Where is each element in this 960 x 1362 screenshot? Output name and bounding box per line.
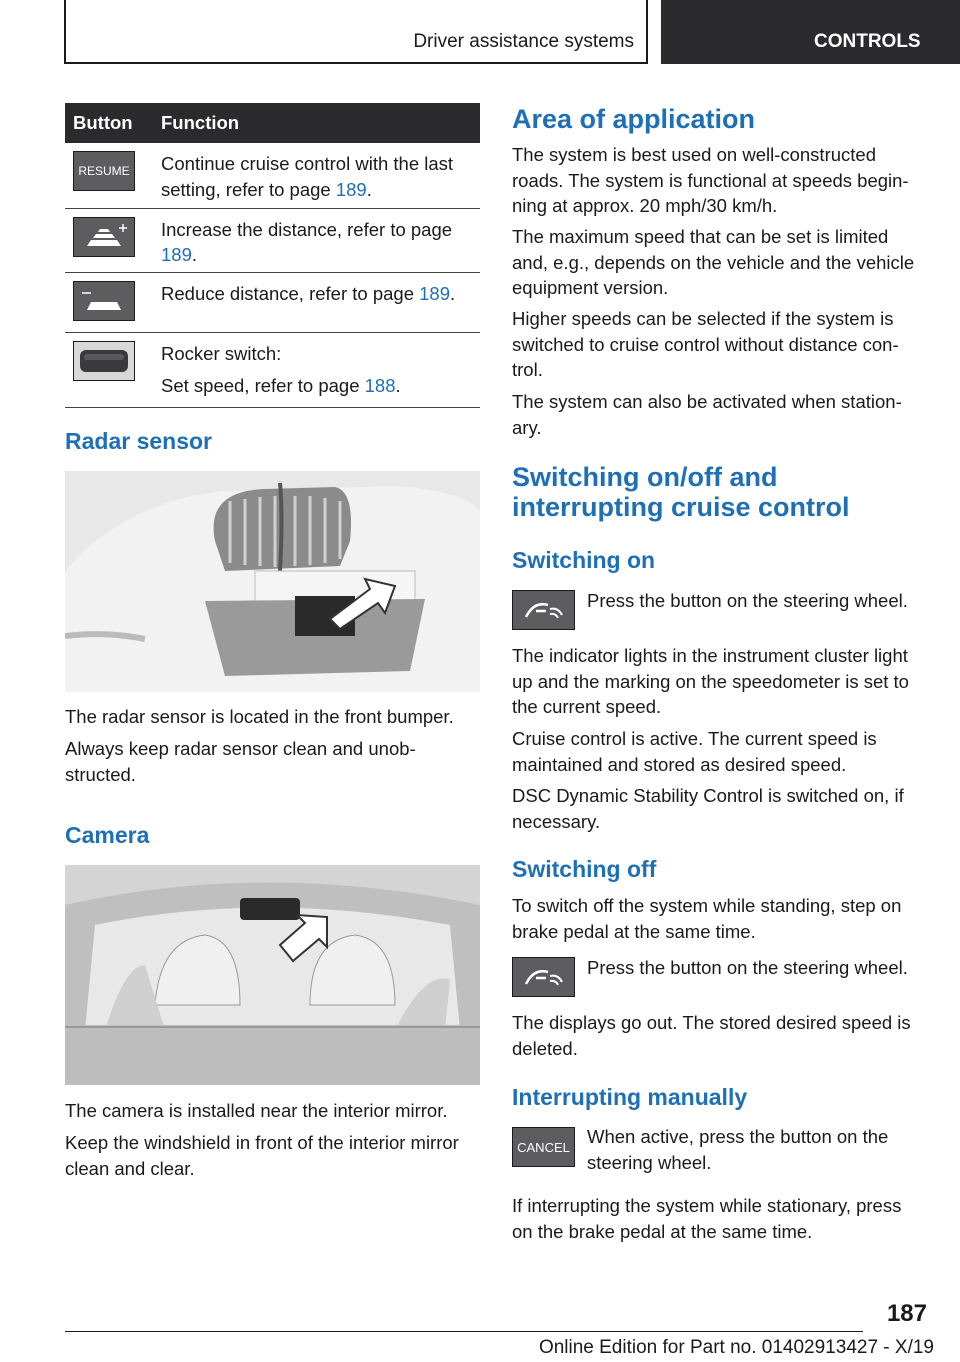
row-text: Reduce distance, refer to page (161, 282, 420, 304)
camera-heading: Camera (65, 822, 150, 848)
switching-heading: Switching on/off and interrupting cruise control (512, 462, 850, 522)
radar-sensor-photo (65, 471, 480, 692)
radar-paragraph-2: Always keep radar sensor clean and unob‐structed. (65, 738, 416, 785)
header-chapter-title: CONTROLS (814, 31, 921, 52)
table-cell-function: Continue cruise control with the last setting, refer to page 189. (151, 143, 480, 208)
switching-on-paragraph-2: Cruise control is active. The current speed is maintained and stored as desired speed. (512, 728, 877, 775)
switching-off-heading: Switching off (512, 856, 657, 882)
application-paragraph-2: The maximum speed that can be set is limited and, e.g., depends on the vehicle and the vehicle equipment version. (512, 226, 915, 298)
footer-edition: Online Edition for Part no. 01402913427 - X/19 (538, 1337, 934, 1358)
page-ref-link[interactable]: 189 (161, 244, 192, 265)
page-ref-link[interactable]: 189 (419, 282, 451, 304)
table-row (65, 208, 480, 272)
switching-off-press: Press the button on the steering wheel. (587, 957, 908, 978)
header-chapter-tab (661, 0, 960, 64)
button-function-table (65, 103, 480, 408)
cancel-button-icon (512, 1127, 575, 1167)
switching-on-heading: Switching on (512, 547, 656, 573)
application-heading: Area of application (512, 104, 756, 134)
rocker-switch-icon (73, 341, 135, 381)
switching-off-paragraph-2: The displays go out. The stored desired speed is deleted. (512, 1012, 911, 1059)
camera-photo (65, 865, 480, 1085)
header-section-box (64, 0, 648, 64)
row-text: Increase the distance, refer to page (161, 218, 453, 240)
table-cell-button (65, 272, 151, 332)
switching-on-press: Press the button on the steering wheel. (587, 590, 908, 611)
footer-divider (65, 1331, 863, 1332)
interrupting-press: When active, press the button on the steering wheel. (587, 1126, 889, 1173)
cruise-control-button-icon (512, 590, 575, 630)
resume-button-icon (73, 151, 135, 191)
table-row (65, 143, 480, 208)
table-cell-button (65, 143, 151, 208)
table-cell-function: Increase the distance, refer to page 189. (151, 208, 480, 272)
table-row (65, 272, 480, 332)
header-section-title: Driver assistance systems (413, 31, 634, 52)
camera-paragraph-2: Keep the windshield in front of the interior mirror clean and clear. (65, 1132, 459, 1179)
table-header-button: Button (65, 103, 151, 143)
page-ref-link[interactable]: 188 (364, 375, 396, 396)
radar-paragraph-1: The radar sensor is located in the front bumper. (65, 706, 454, 727)
row-text: Rocker switch: (161, 342, 282, 364)
table-header-row (65, 103, 480, 143)
page-ref-link[interactable]: 189 (335, 178, 367, 200)
switching-off-paragraph-1: To switch off the system while standing, step on brake pedal at the same time. (512, 895, 902, 942)
application-paragraph-3: Higher speeds can be selected if the system is switched to cruise control without distance con‐trol. (512, 308, 899, 380)
increase-distance-icon (73, 217, 135, 257)
application-paragraph-1: The system is best used on well-constructed roads. The system is functional at speeds begin‐ning at approx. 20 mph/30 km/h. (512, 144, 909, 216)
page-number: 187 (886, 1300, 927, 1327)
cruise-control-button-icon (512, 957, 575, 997)
table-cell-button (65, 332, 151, 407)
table-cell-function: Reduce distance, refer to page 189. (151, 272, 480, 332)
table-header-function: Function (151, 103, 480, 143)
table-row (65, 332, 480, 407)
switching-on-paragraph-3: DSC Dynamic Stability Control is switched on, if necessary. (512, 785, 904, 832)
row-text: Continue cruise control with the last setting, refer to page (161, 153, 454, 200)
row-text: Set speed, refer to page (161, 375, 365, 396)
interrupting-paragraph-1: If interrupting the system while stationary, press on the brake pedal at the same time. (512, 1195, 902, 1242)
cancel-label: CANCEL (517, 1139, 570, 1155)
switching-on-paragraph-1: The indicator lights in the instrument cluster light up and the marking on the speedometer is set to the current speed. (512, 645, 909, 717)
table-cell-button (65, 208, 151, 272)
reduce-distance-icon (73, 281, 135, 321)
camera-paragraph-1: The camera is installed near the interior mirror. (65, 1100, 448, 1121)
interrupting-heading: Interrupting manually (512, 1084, 748, 1110)
table-cell-function: Rocker switch: Set speed, refer to page 188. (151, 332, 480, 407)
radar-heading: Radar sensor (65, 428, 213, 454)
application-paragraph-4: The system can also be activated when station‐ary. (512, 391, 902, 438)
resume-label: RESUME (78, 164, 130, 178)
